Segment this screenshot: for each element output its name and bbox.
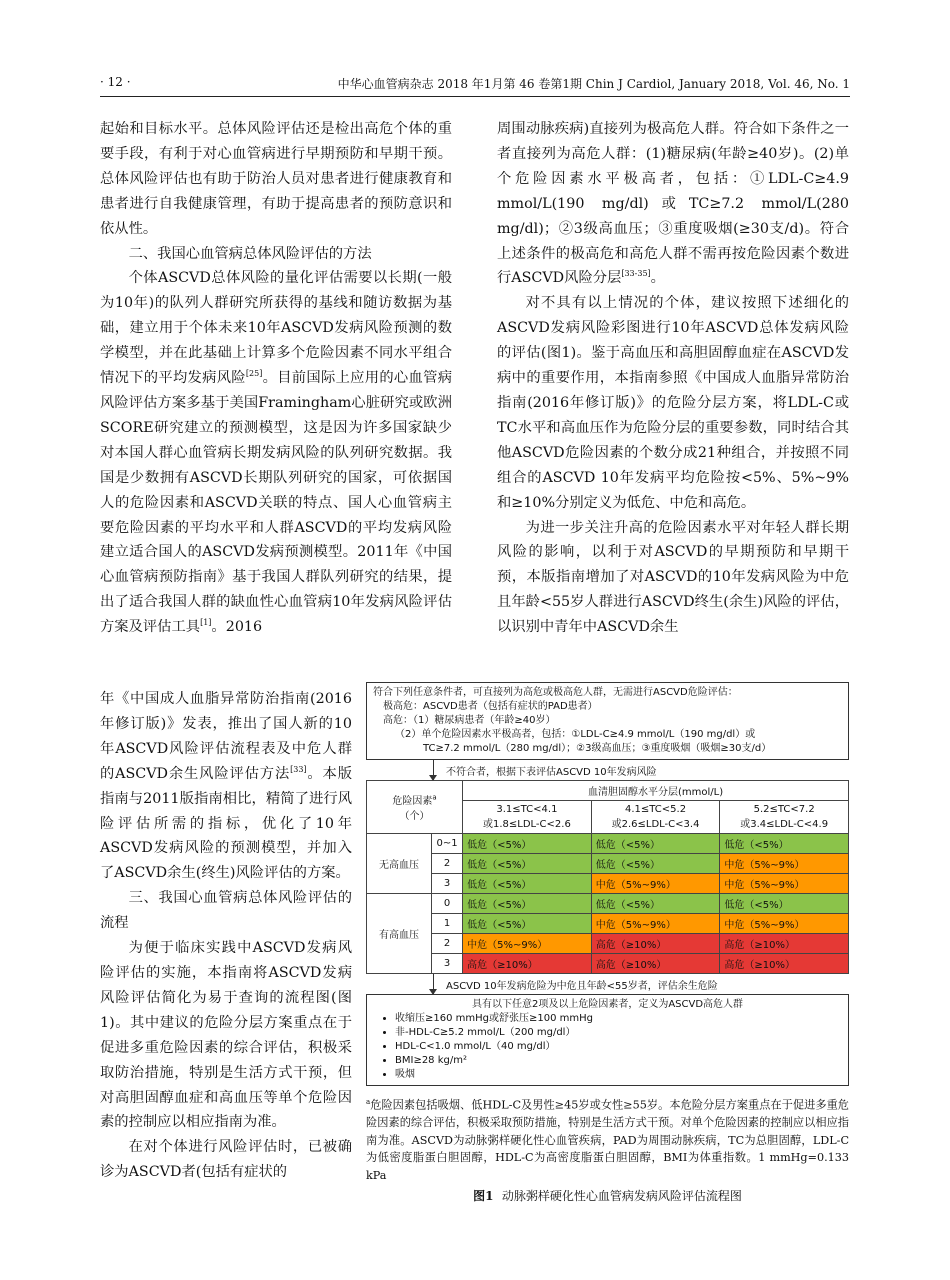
col-header: 5.2≤TC<7.2 或3.4≤LDL-C<4.9 [720, 801, 849, 834]
risk-factor-header: 危险因素$^a$ （个） [367, 781, 463, 834]
left-column-bottom [100, 687, 352, 1185]
table-row: 2 低危（<5%） 低危（<5%） 中危（5%~9%） [367, 854, 849, 874]
section-heading: 二、我国心血管病总体风险评估的方法 [128, 245, 372, 262]
list-item: • 吸烟 [395, 1068, 842, 1082]
table-row: 有高血压 0 低危（<5%） 低危（<5%） 低危（<5%） [367, 894, 849, 914]
citation: [1] [200, 618, 212, 628]
page-header [100, 75, 850, 97]
lifetime-risk-box: 具有以下任意2项及以上危险因素者，定义为ASCVD高危人群 • 收缩压≥160 mmHg或舒张压≥100 mmHg • 非-HDL-C≥5.2 mmol/L（200 mg/dl） • HDL-C<1.0 mmol/L（40 mg/dl） • BMI≥28 kg/m² • 吸烟 [366, 994, 849, 1086]
group-label: 无高血压 [367, 834, 432, 894]
header-rule [100, 96, 850, 97]
paragraph: 起始和目标水平。总体风险评估还是检出高危个体的重要手段，有利于对心血管病进行早期预防和早期干预。总体风险评估也有助于防治人员对患者进行健康教育和患者进行自我健康管理，有助于提高患者的预防意识和依从性。 [100, 121, 452, 237]
left-column-top [100, 117, 452, 640]
table-row: 3 低危（<5%） 中危（5%~9%） 中危（5%~9%） [367, 874, 849, 894]
figure-caption: 图1 动脉粥样硬化性心血管病发病风险评估流程图 [473, 1189, 742, 1204]
group-label: 有高血压 [367, 894, 432, 974]
list-item: • 收缩压≥160 mmHg或舒张压≥100 mmHg [395, 1012, 842, 1026]
citation: [33] [290, 764, 307, 774]
figure-footnote: $^a$危险因素包括吸烟、低HDL-C及男性≥45岁或女性≥55岁。本危险分层方案重点在于促进多重危险因素的综合评估，积极采取预防措施，特别是生活方式干预。对单个危险因素的控制应以相应指南为准。ASCVD为动脉粥样硬化性心血管疾病，PAD为周围动脉疾病，TC为总胆固醇，LDL-C为低密度脂蛋白胆固醇，HDL-C为高密度脂蛋白胆固醇，BMI为体重指数。1 mmHg=0.133 kPa [366, 1098, 849, 1182]
list-item: • BMI≥28 kg/m² [395, 1054, 842, 1068]
journal-title: 中华心血管病杂志 2018 年1月第 46 卷第1期 Chin J Cardiol, January 2018, Vol. 46, No. 1 [337, 77, 850, 91]
figure-1 [366, 682, 849, 1204]
table-row: 无高血压 0~1 低危（<5%） 低危（<5%） 低危（<5%） [367, 834, 849, 854]
criteria-box: 符合下列任意条件者，可直接列为高危或极高危人群，无需进行ASCVD危险评估： 极高危：ASCVD患者（包括有症状的PAD患者） 高危：（1）糖尿病患者（年龄≥40岁） （2）单个危险因素水平极高者，包括：①LDL-C≥4.9 mmol/L（190 mg/dl）或 TC≥7.2 mmol/L（280 mg/dl）；②3级高血压；③重度吸烟（吸烟≥30支/d） [366, 682, 849, 760]
section-heading: 三、我国心血管病总体风险评估的流程 [100, 890, 352, 932]
paragraph: 个体ASCVD总体风险的量化评估需要以长期(一般为10年)的队列人群研究所获得的基线和随访数据为基础，建立用于个体未来10年ASCVD发病风险预测的数学模型，并在此基础上计算多个危险因素不同水平组合情况下的平均发病风险[25]。目前国际上应用的心血管病风险评估方案多基于美国Framingham心脏研究或欧洲SCORE研究建立的预测模型，这是因为许多国家缺少对本国人群心血管病长期发病风险的队列研究数据。我国是少数拥有ASCVD长期队列研究的国家，可依据国人的危险因素和ASCVD关联的特点、国人心血管病主要危险因素的平均水平和人群ASCVD的平均发病风险建立适合国人的ASCVD发病预测模型。2011年《中国心血管病预防指南》基于我国人群队列研究的结果，提出了适合我国人群的缺血性心血管病10年发病风险评估方案及评估工具[1]。2016 [100, 270, 453, 636]
flow-arrow: ASCVD 10年发病危险为中危且年龄<55岁者，评估余生危险 [366, 974, 849, 994]
paragraph: 周围动脉疾病)直接列为极高危人群。符合如下条件之一者直接列为高危人群：(1)糖尿病(年龄≥40岁)。(2)单个危险因素水平极高者，包括：①LDL-C≥4.9 mmol/L(190 mg/dl)或TC≥7.2 mmol/L(280 mg/dl)；②3级高血压；③重度吸烟(≥30支/d)。符合上述条件的极高危和高危人群不需再按危险因素个数进行ASCVD风险分层[33-35]。 [497, 121, 849, 287]
table-row: 1 低危（<5%） 中危（5%~9%） 中危（5%~9%） [367, 914, 849, 934]
page-number: · 12 · [100, 75, 131, 89]
citation: [25] [245, 369, 263, 379]
cholesterol-header: 血清胆固醇水平分层(mmol/L) [463, 781, 849, 801]
paragraph: 年《中国成人血脂异常防治指南(2016年修订版)》发表，推出了国人新的10年ASCVD风险评估流程表及中危人群的ASCVD余生风险评估方法[33]。本版指南与2011版指南相比，精简了进行风险评估所需的指标，优化了10年ASCVD发病风险的预测模型，并加入了ASCVD余生(终生)风险评估的方案。 [100, 691, 352, 882]
table-row: 3 高危（≥10%） 高危（≥10%） 高危（≥10%） [367, 954, 849, 974]
list-item: • 非-HDL-C≥5.2 mmol/L（200 mg/dl） [395, 1026, 842, 1040]
paragraph: 在对个体进行风险评估时，已被确诊为ASCVD者(包括有症状的 [100, 1139, 352, 1181]
paragraph: 对不具有以上情况的个体，建议按照下述细化的ASCVD发病风险彩图进行10年ASCVD总体发病风险的评估(图1)。鉴于高血压和高胆固醇血症在ASCVD发病中的重要作用，本指南参照《中国成人血脂异常防治指南(2016年修订版)》的危险分层方案，将LDL-C或TC水平和高血压作为危险分层的重要参数，同时结合其他ASCVD危险因素的个数分成21种组合，并按照不同组合的ASCVD 10年发病平均危险按<5%、5%~9%和≥10%分别定义为低危、中危和高危。 [497, 295, 849, 511]
flow-arrow: 不符合者，根据下表评估ASCVD 10年发病风险 [366, 760, 849, 780]
list-item: • HDL-C<1.0 mmol/L（40 mg/dl） [395, 1040, 842, 1054]
col-header: 3.1≤TC<4.1 或1.8≤LDL-C<2.6 [463, 801, 592, 834]
right-column [497, 117, 849, 640]
risk-table [366, 780, 849, 974]
citation: [33-35] [621, 269, 651, 279]
table-row: 2 中危（5%~9%） 高危（≥10%） 高危（≥10%） [367, 934, 849, 954]
paragraph: 为进一步关注升高的危险因素水平对年轻人群长期风险的影响，以利于对ASCVD的早期预防和早期干预，本版指南增加了对ASCVD的10年发病风险为中危且年龄<55岁人群进行ASCVD终生(余生)风险的评估，以识别中青年中ASCVD余生 [497, 519, 849, 636]
paragraph: 为便于临床实践中ASCVD发病风险评估的实施，本指南将ASCVD发病风险评估简化为易于查询的流程图(图1)。其中建议的危险分层方案重点在于促进多重危险因素的综合评估，积极采取防治措施，特别是生活方式干预，但对高胆固醇血症和高血压等单个危险因素的控制应以相应指南为准。 [100, 940, 352, 1131]
col-header: 4.1≤TC<5.2 或2.6≤LDL-C<3.4 [591, 801, 720, 834]
